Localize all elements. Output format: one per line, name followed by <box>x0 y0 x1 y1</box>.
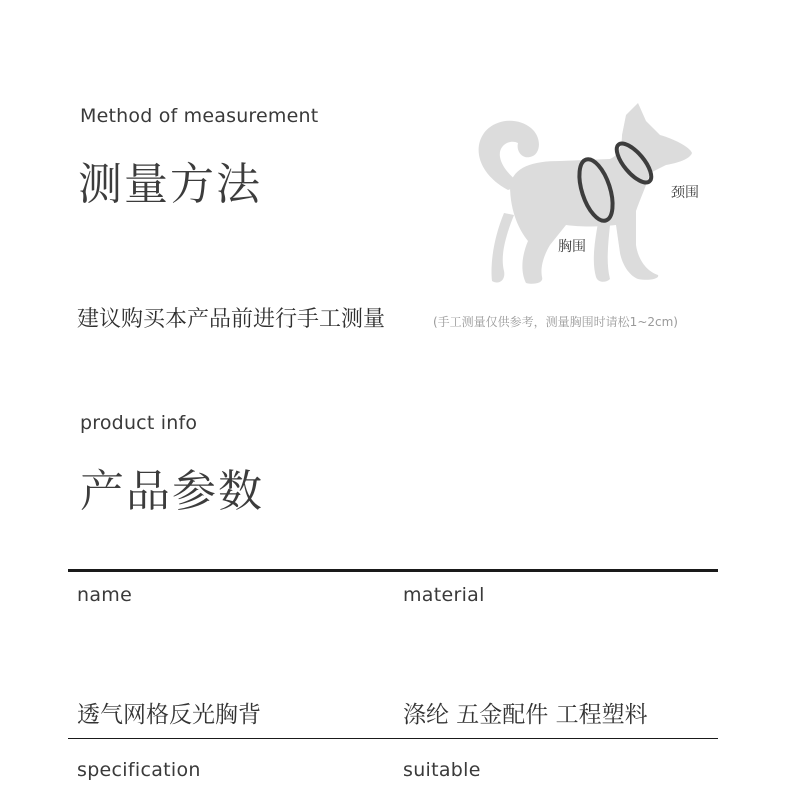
table-top-rule <box>68 569 718 572</box>
material-header: material <box>403 584 485 606</box>
measurement-title: 测量方法 <box>78 159 262 210</box>
measurement-subtitle: Method of measurement <box>80 105 319 127</box>
product-title: 产品参数 <box>80 466 264 517</box>
table-row-divider <box>68 738 718 739</box>
name-header: name <box>77 584 133 606</box>
chest-girth-label: 胸围 <box>558 239 586 255</box>
product-subtitle: product info <box>80 412 198 434</box>
neck-girth-label: 颈围 <box>671 185 699 201</box>
material-value: 涤纶 五金配件 工程塑料 <box>403 702 648 728</box>
measurement-hint-note: (手工测量仅供参考，测量胸围时请松1~2cm) <box>433 315 678 329</box>
suitable-header: suitable <box>403 759 481 781</box>
specification-header: specification <box>77 759 201 781</box>
name-value: 透气网格反光胸背 <box>77 702 261 728</box>
measurement-hint: 建议购买本产品前进行手工测量 <box>77 307 386 332</box>
